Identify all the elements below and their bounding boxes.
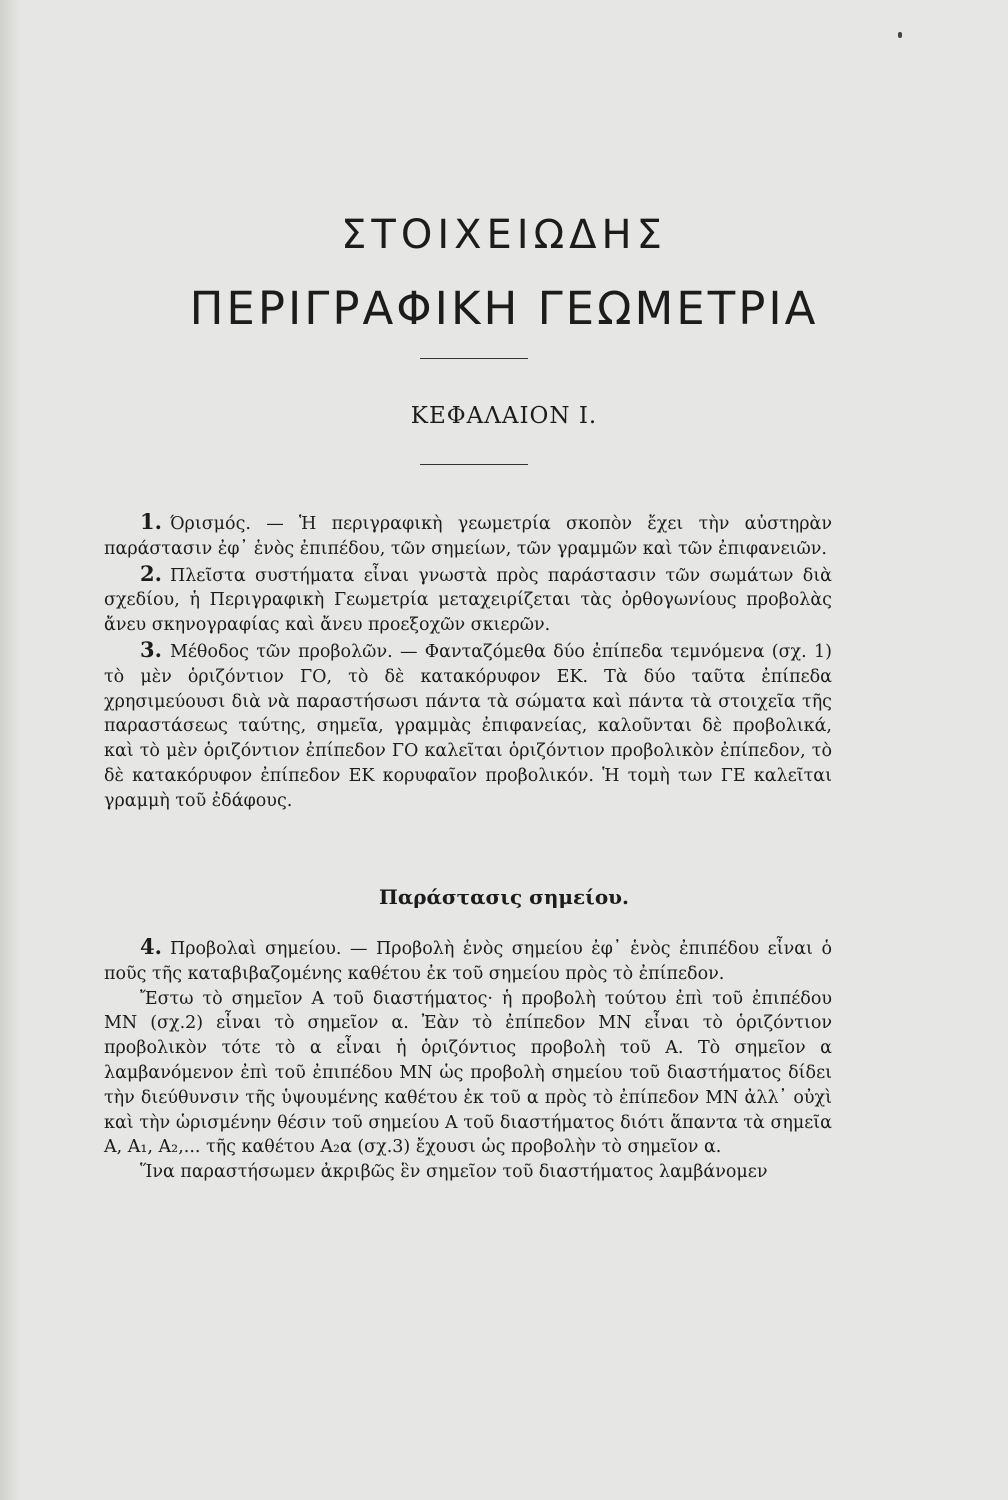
section-number: 2. — [140, 560, 162, 586]
paragraph-3 — [104, 638, 832, 814]
divider-bottom — [420, 464, 528, 465]
paragraph-4 — [104, 935, 832, 987]
paragraph-text: Πλεῖστα συστήματα εἶναι γνωστὰ πρὸς παράστασιν τῶν σωμάτων διὰ σχεδίου, ἡ Περιγραφικὴ Γεωμετρία μεταχειρίζεται τὰς ὀρθογωνίους προβολὰς ἄνευ σκηνογραφίας καὶ ἄνευ προεξοχῶν σκιερῶν. — [104, 565, 832, 636]
divider-top — [420, 358, 528, 359]
chapter-heading: ΚΕΦΑΛΑΙΟΝ I. — [410, 403, 598, 429]
body-text-part-1 — [104, 510, 832, 814]
section-subheading: Παράστασις σημείου. — [378, 885, 630, 909]
paragraph-1 — [104, 510, 832, 562]
section-number: 4. — [140, 934, 162, 959]
paragraph-text: Όρισμός. — Ἡ περιγραφικὴ γεωμετρία σκοπὸν ἔχει τὴν αὐστηρὰν παράστασιν ἐφ᾽ ἑνὸς ἐπιπέδου, τῶν σημείων, τῶν γραμμῶν καὶ τῶν ἐπιφανειῶν. — [104, 514, 832, 559]
paragraph-text: Προβολαὶ σημείου. — Προβολὴ ἑνὸς σημείου ἐφ᾽ ἑνὸς ἐπιπέδου εἶναι ὁ ποῦς τῆς καταβιβαζομένης καθέτου ἐκ τοῦ σημείου πρὸς τὸ ἐπίπεδον. — [104, 939, 832, 984]
body-text-part-2 — [104, 935, 832, 1185]
section-number: 3. — [140, 636, 162, 662]
section-number: 1. — [140, 509, 162, 534]
title-line-1: ΣΤΟΙΧΕΙΩΔΗΣ — [341, 212, 667, 258]
paragraph-6: Ἵνα παραστήσωμεν ἀκριβῶς ἓν σημεῖον τοῦ διαστήματος λαμβάνομεν — [140, 1162, 768, 1183]
ink-speck — [898, 32, 902, 38]
title-line-2: ΠΕΡΙΓΡΑΦΙΚΗ ΓΕΩΜΕΤΡΙΑ — [189, 282, 819, 335]
paragraph-2 — [104, 562, 832, 638]
paragraph-text: Μέθοδος τῶν προβολῶν. — Φανταζόμεθα δύο ἐπίπεδα τεμνόμενα (σχ. 1) τὸ μὲν ὁριζόντιον ΓΟ, τὸ δὲ κατακόρυφον ΕΚ. Τὰ δύο ταῦτα ἐπίπεδα χρησιμεύουσι διὰ νὰ παραστήσωσι πάντα τὰ σώματα καὶ πάντα τὰ στοιχεῖα τῆς παραστάσεως ταύτης, σημεῖα, γραμμὰς ἐπιφανείας, καλοῦνται δὲ προβολικά, καὶ τὸ μὲν ὁριζόντιον ἐπίπεδον ΓΟ καλεῖται ὁριζόντιον προβολικὸν ἐπίπεδον, τὸ δὲ κατακόρυφον ἐπίπεδον ΕΚ κορυφαῖον προβολικόν. Ἡ τομὴ των ΓΕ καλεῖται γραμμὴ τοῦ ἐδάφους. — [104, 641, 832, 811]
paragraph-5: Ἔστω τὸ σημεῖον Α τοῦ διαστήματος· ἡ προβολὴ τούτου ἐπὶ τοῦ ἐπιπέδου ΜΝ (σχ.2) εἶναι τὸ σημεῖον α. Ἐὰν τὸ ἐπίπεδον ΜΝ εἶναι τὸ ὁριζόντιον προβολικὸν τότε τὸ α εἶναι ἡ ὁριζόντιος προβολὴ τοῦ Α. Τὸ σημεῖον α λαμβανόμενον ἐπὶ τοῦ ἐπιπέδου ΜΝ ὡς προβολὴ σημείου τοῦ διαστήματος δίδει τὴν διεύθυνσιν τῆς ὑψουμένης καθέτου ἐκ τοῦ α πρὸς τὸ ἐπίπεδον ΜΝ ἀλλ᾽ οὐχὶ καὶ τὴν ὡρισμένην θέσιν τοῦ σημείου Α τοῦ διαστήματος διότι ἅπαντα τὰ σημεῖα Α, Α₁, Α₂,... τῆς καθέτου Α₂α (σχ.3) ἔχουσι ὡς προβολὴν τὸ σημεῖον α. — [104, 988, 832, 1158]
